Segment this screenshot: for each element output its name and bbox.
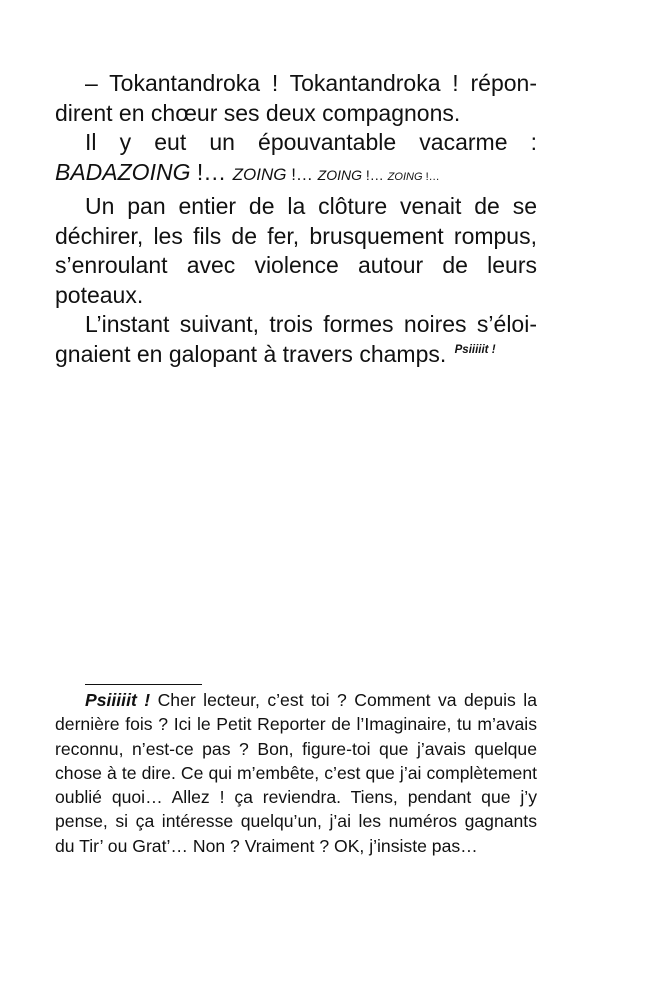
footnote-separator bbox=[85, 684, 202, 685]
formes-line-1: L’instant suivant, trois formes noires s’éloi- bbox=[85, 311, 537, 337]
onomatopoeia-ellipsis-1: !… bbox=[286, 164, 318, 184]
onomatopoeia-zoing-2: ZOING bbox=[317, 166, 362, 183]
formes-line-2 bbox=[55, 340, 537, 375]
paragraph-formes-noires bbox=[55, 310, 537, 374]
footnote-lead: Psiiiiit ! bbox=[85, 690, 151, 710]
footnote bbox=[55, 688, 537, 858]
onomatopoeia-line bbox=[55, 158, 537, 193]
main-text bbox=[55, 69, 537, 374]
onomatopoeia-ellipsis-3: !… bbox=[422, 170, 440, 183]
onomatopoeia-badazoing: BADAZOING bbox=[55, 158, 191, 185]
vacarme-line: Il y eut un épouvantable vacarme : bbox=[85, 129, 537, 155]
onomatopoeia-ellipsis-0: !… bbox=[190, 158, 233, 185]
footnote-marker: Psiiiiit ! bbox=[454, 343, 496, 356]
onomatopoeia-zoing-1: ZOING bbox=[232, 164, 287, 184]
paragraph-vacarme bbox=[55, 128, 537, 192]
footnote-text: Cher lecteur, c’est toi ? Comment va depuis la dernière fois ? Ici le Petit Reporter de l’Imaginaire, tu m’avais reconnu, n’est-ce pas ? Bon, figure-toi que j’avais quelque chose à te dire. Ce qui m’embête, c’est que j’ai complètement oublié quoi… Allez ! ça reviendra. Tiens, pendant que j’y pense, si ça intéresse quelqu’un, j’ai les numéros gagnants du Tir’ ou Grat’… Non ? Vraiment ? OK, j’insiste pas… bbox=[55, 690, 537, 856]
paragraph-cloture: Un pan entier de la clôture venait de se déchirer, les fils de fer, brusquement rompus, s’enroulant avec violence autour de leurs poteaux. bbox=[55, 193, 537, 308]
dialogue-line-1: – Tokantandroka ! Tokantandroka ! répon- bbox=[85, 70, 537, 96]
onomatopoeia-ellipsis-2: !… bbox=[362, 166, 388, 183]
paragraph-dialogue bbox=[55, 69, 537, 128]
dialogue-line-2: dirent en chœur ses deux compagnons. bbox=[55, 99, 461, 126]
formes-line-2-text: gnaient en galopant à travers champs. bbox=[55, 340, 447, 367]
footnote-paragraph bbox=[55, 688, 537, 858]
onomatopoeia-zoing-3: ZOING bbox=[387, 170, 423, 183]
